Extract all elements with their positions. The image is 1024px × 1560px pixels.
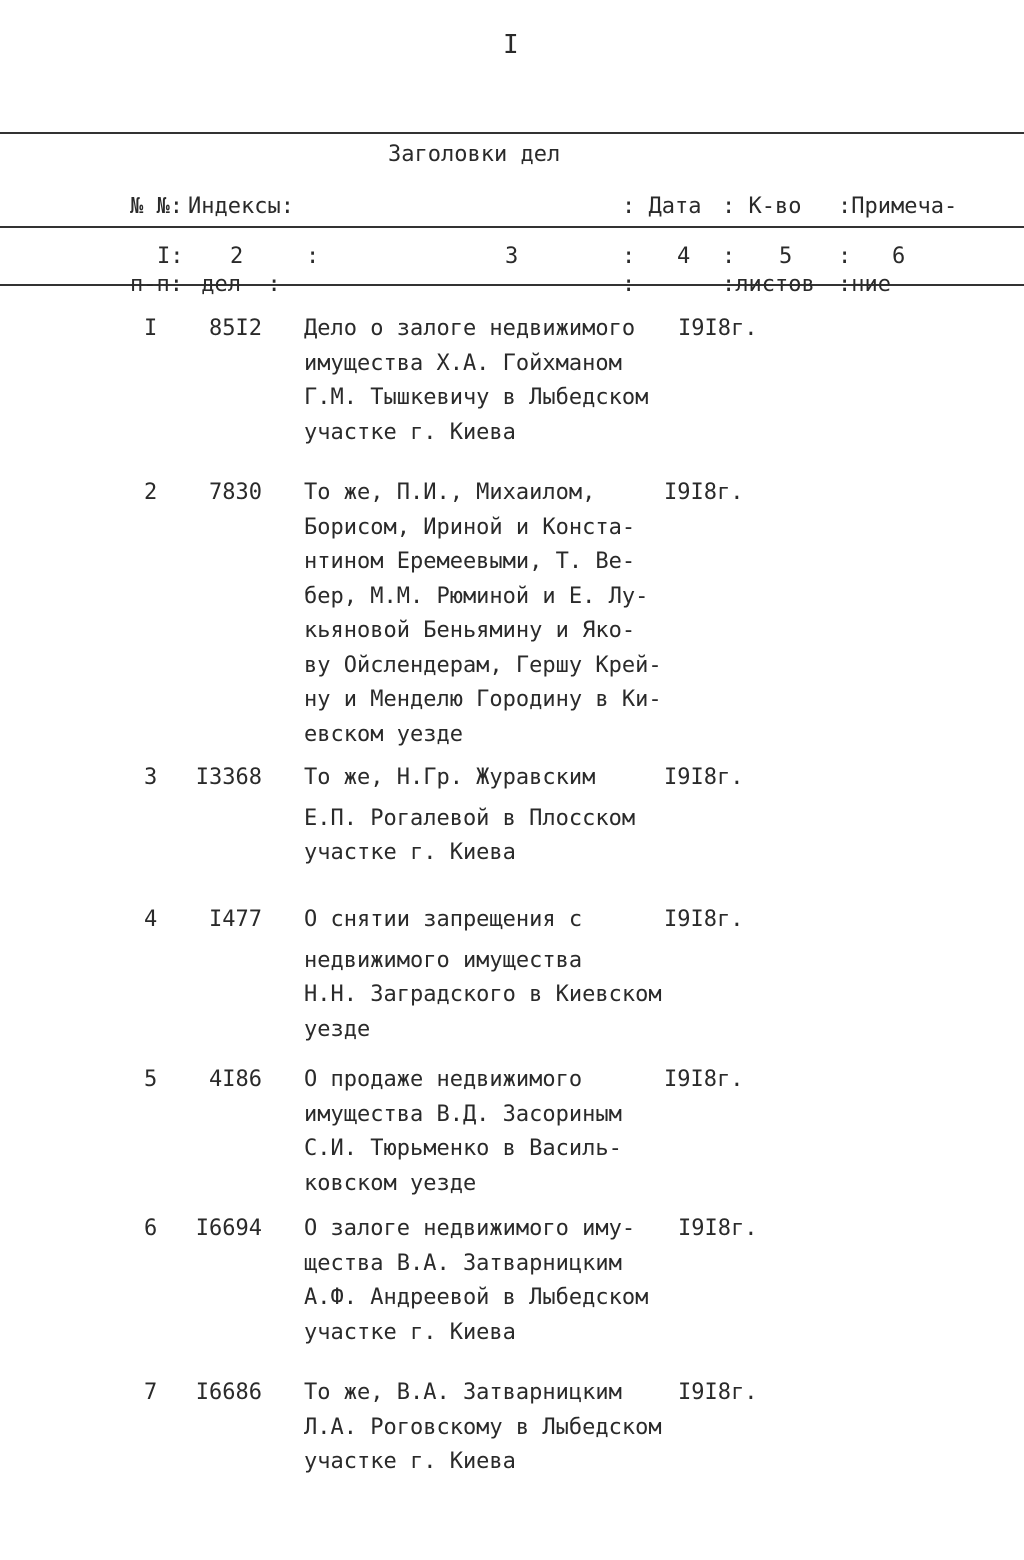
- row-title: О залоге недвижимого иму- щества В.А. Затварницким А.Ф. Андреевой в Лыбедском участке г. Киева: [304, 1216, 649, 1345]
- row-number: I: [144, 316, 158, 341]
- column-separator: :: [838, 244, 852, 269]
- row-index: 4I86: [209, 1067, 262, 1092]
- row-index: I3368: [195, 765, 262, 790]
- page-number: I: [503, 30, 519, 60]
- row-index: I477: [209, 907, 262, 932]
- column-number: 5: [779, 244, 793, 269]
- row-number: 6: [144, 1216, 158, 1241]
- header-col-sheets: : К-во :листов: [722, 194, 815, 297]
- row-title: То же, П.И., Михаилом, Борисом, Ириной и Конста- нтином Еремеевыми, Т. Ве- бер, М.М. Рюминой и Е. Лу- кьяновой Беньямину и Яко- ву Ойслендерам, Гершу Крей- ну и Менделю Городину в Ки- евском уезде: [304, 480, 662, 747]
- header-col-index: Индексы: дел :: [188, 194, 294, 297]
- column-number: 6: [892, 244, 906, 269]
- row-title: То же, В.А. Затварницким Л.А. Роговскому в Лыбедском участке г. Киева: [304, 1380, 662, 1474]
- row-index: I6686: [195, 1380, 262, 1405]
- row-index: 85I2: [209, 316, 262, 341]
- column-number: 3: [505, 244, 519, 269]
- row-number: 7: [144, 1380, 158, 1405]
- column-number: I:: [157, 244, 184, 269]
- row-index: 7830: [209, 480, 262, 505]
- row-title: О снятии запрещения с недвижимого имущества Н.Н. Заградского в Киевском уезде: [304, 907, 662, 1042]
- row-index: I6694: [195, 1216, 262, 1241]
- header-col-number: № №: п-п:: [130, 194, 183, 297]
- row-date: I9I8г.: [678, 1216, 758, 1241]
- row-date: I9I8г.: [664, 765, 744, 790]
- column-number: 4: [677, 244, 691, 269]
- header-col-notes: :Примеча- :ние: [838, 194, 958, 297]
- row-date: I9I8г.: [678, 1380, 758, 1405]
- row-title: То же, Н.Гр. Журавским Е.П. Рогалевой в Плосском участке г. Киева: [304, 765, 636, 865]
- header-col-title: Заголовки дел: [388, 142, 561, 167]
- row-number: 4: [144, 907, 158, 932]
- row-date: I9I8г.: [664, 480, 744, 505]
- row-number: 3: [144, 765, 158, 790]
- column-separator: :: [306, 244, 320, 269]
- row-number: 5: [144, 1067, 158, 1092]
- column-number: 2: [230, 244, 244, 269]
- row-number: 2: [144, 480, 158, 505]
- row-date: I9I8г.: [664, 1067, 744, 1092]
- column-separator: :: [722, 244, 736, 269]
- row-date: I9I8г.: [678, 316, 758, 341]
- row-title: О продаже недвижимого имущества В.Д. Засориным С.И. Тюрьменко в Василь- ковском уезде: [304, 1067, 622, 1196]
- column-separator: :: [622, 244, 636, 269]
- row-date: I9I8г.: [664, 907, 744, 932]
- header-top-rule: [0, 132, 1024, 134]
- row-title: Дело о залоге недвижимого имущества Х.А. Гойхманом Г.М. Тышкевичу в Лыбедском участке г. Киева: [304, 316, 649, 445]
- header-col-date: : Дата :: [622, 194, 702, 297]
